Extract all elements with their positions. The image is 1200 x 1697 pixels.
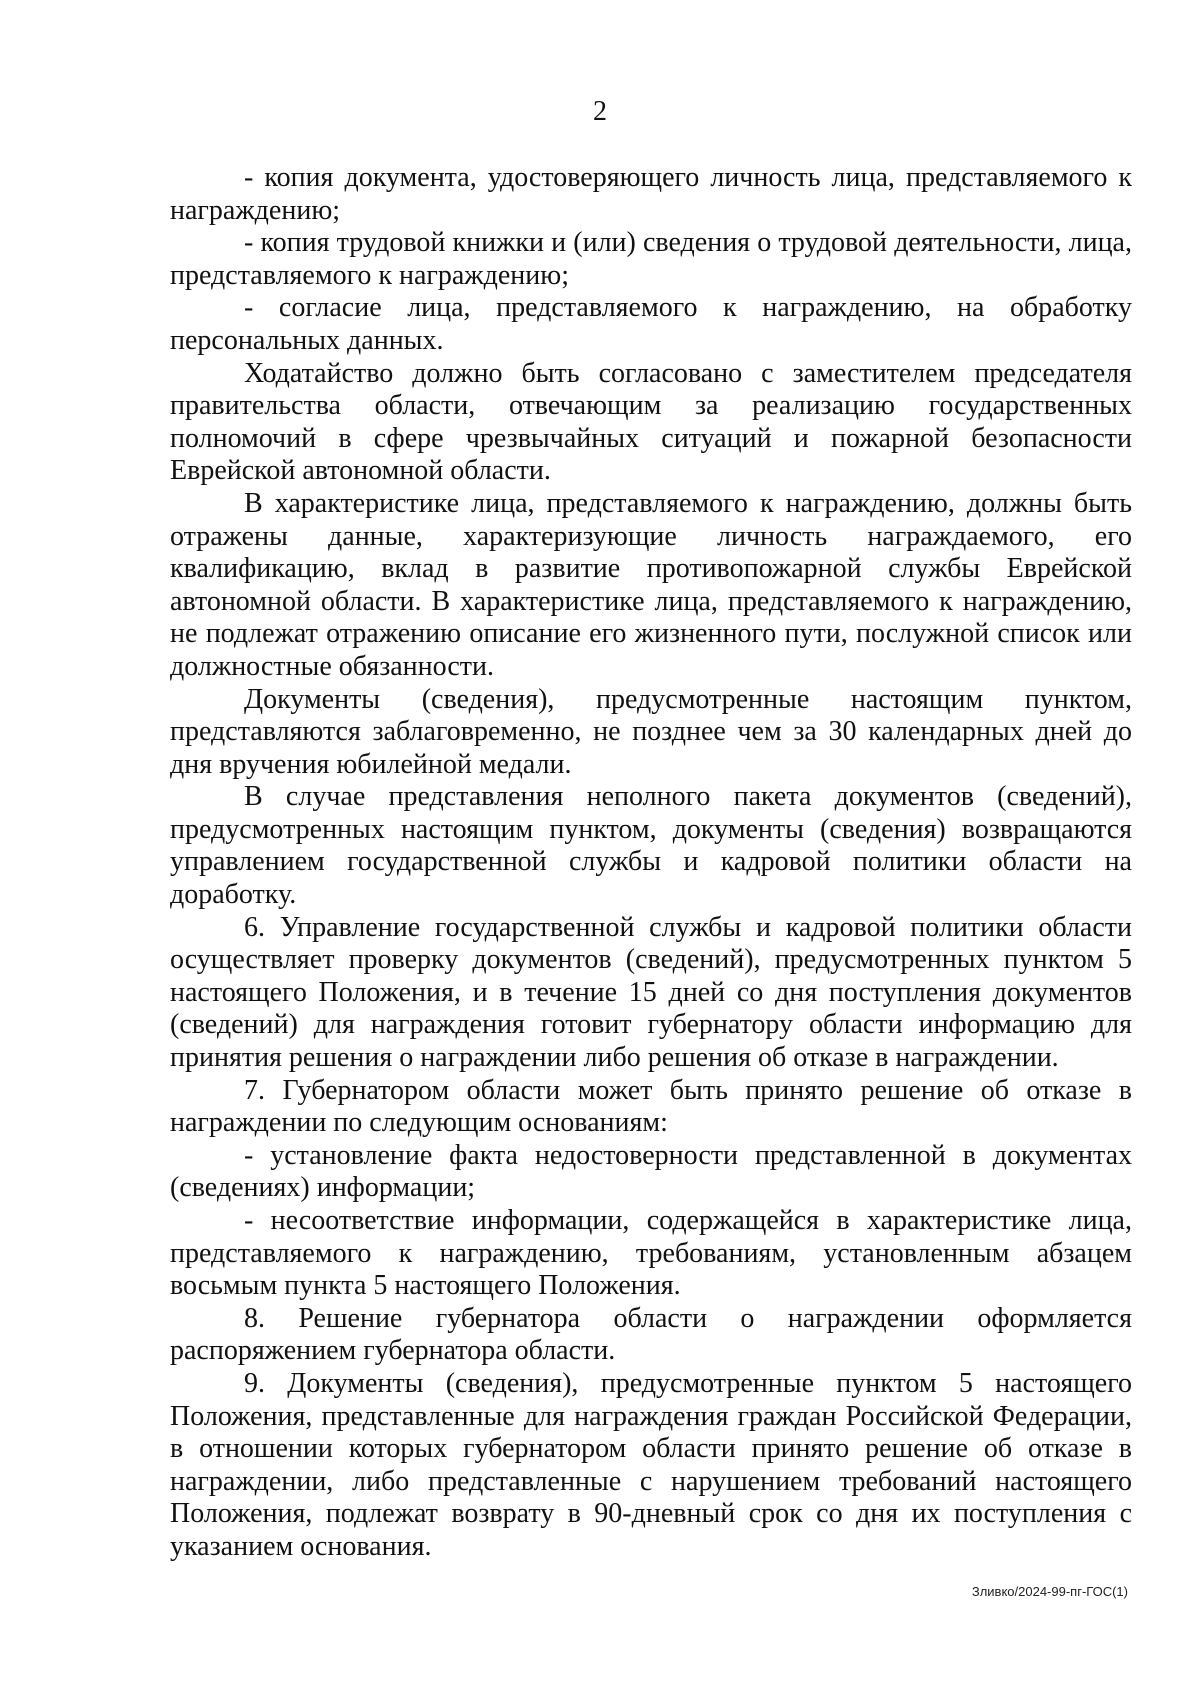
paragraph-characteristic-content: В характеристике лица, представляемого к награждению, должны быть отражены данные, характеризующие личность награждаемого, его квалификацию, вклад в развитие противопожарной службы Еврейской автономной области. В характеристике лица, представляемого к награждению, не подлежат отражению описание его жизненного пути, послужной список или должностные обязанности. xyxy=(170,487,1132,682)
document-body xyxy=(170,162,1132,1564)
paragraph-employment-record-copy: - копия трудовой книжки и (или) сведения о трудовой деятельности, лица, представляемого к награждению; xyxy=(170,227,1132,291)
paragraph-petition-approval: Ходатайство должно быть согласовано с заместителем председателя правительства области, отвечающим за реализацию государственных полномочий в сфере чрезвычайных ситуаций и пожарной безопасности Еврейской автономной области. xyxy=(170,357,1132,487)
paragraph-refusal-reason-unreliable: - установление факта недостоверности представленной в документах (сведениях) информации; xyxy=(170,1139,1132,1204)
paragraph-clause-8: 8. Решение губернатора области о награждении оформляется распоряжением губернатора области. xyxy=(170,1302,1132,1367)
paragraph-clause-9: 9. Документы (сведения), предусмотренные пунктом 5 настоящего Положения, представленные для награждения граждан Российской Федерации, в отношении которых губернатором области принято решение об отказе в награждении, либо представленные с нарушением требований настоящего Положения, подлежат возврату в 90-дневный срок со дня их поступления с указанием основания. xyxy=(170,1367,1132,1562)
paragraph-personal-data-consent: - согласие лица, представляемого к награждению, на обработку персональных данных. xyxy=(170,292,1132,356)
paragraph-submission-deadline: Документы (сведения), предусмотренные настоящим пунктом, представляются заблаговременно, не позднее чем за 30 календарных дней до дня вручения юбилейной медали. xyxy=(170,683,1132,780)
paragraph-refusal-reason-mismatch: - несоответствие информации, содержащейся в характеристике лица, представляемого к награждению, требованиям, установленным абзацем восьмым пункта 5 настоящего Положения. xyxy=(170,1205,1132,1302)
paragraph-incomplete-package: В случае представления неполного пакета документов (сведений), предусмотренных настоящим пунктом, документы (сведения) возвращаются управлением государственной службы и кадровой политики области на доработку. xyxy=(170,781,1132,911)
paragraph-identity-document-copy: - копия документа, удостоверяющего личность лица, представляемого к награждению; xyxy=(170,162,1132,226)
paragraph-clause-6: 6. Управление государственной службы и кадровой политики области осуществляет проверку документов (сведений), предусмотренных пунктом 5 настоящего Положения, и в течение 15 дней со дня поступления документов (сведений) для награждения готовит губернатору области информацию для принятия решения о награждении либо решения об отказе в награждении. xyxy=(170,911,1132,1074)
footer-document-code: Зливко/2024-99-пг-ГОС(1) xyxy=(971,1584,1128,1599)
page-number: 2 xyxy=(593,96,607,127)
paragraph-clause-7: 7. Губернатором области может быть принято решение об отказе в награждении по следующим основаниям: xyxy=(170,1074,1132,1139)
